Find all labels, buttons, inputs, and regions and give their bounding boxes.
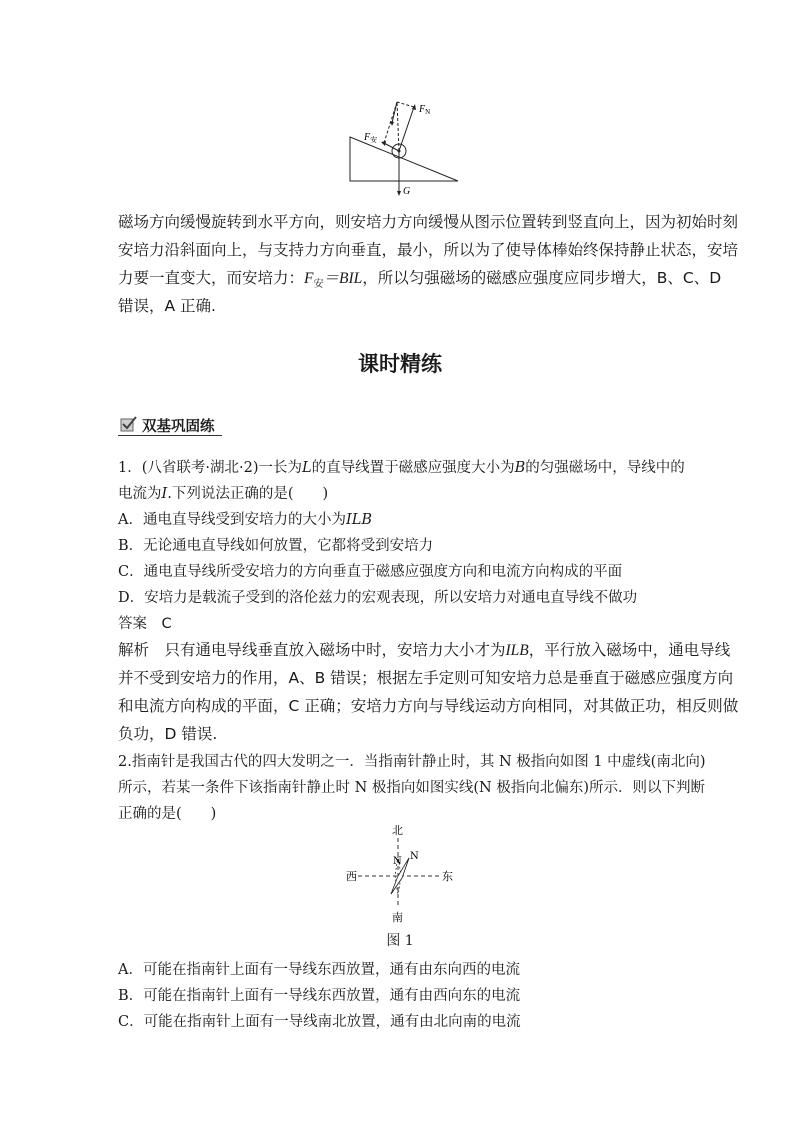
east-label: 东 — [442, 870, 453, 883]
section-tag-label: 双基巩固练 — [142, 419, 215, 435]
south-label: 南 — [392, 911, 403, 924]
q2-stem-line: 所示，若某一条件下该指南针静止时 N 极指向如图实线(N 极指向北偏东)所示．则以下判断 — [118, 780, 706, 796]
n-label-solid: N — [410, 851, 419, 862]
q1-answer: 答案 C — [118, 616, 172, 632]
q1-stem-line: 1．(八省联考·湖北·2)一长为L的直导线置于磁感应强度大小为B的匀强磁场中，导线中的 — [118, 460, 685, 476]
q1-option-d: D．安培力是载流子受到的洛伦兹力的宏观表现，所以安培力对通电直导线不做功 — [118, 590, 638, 606]
n-label-dashed: N — [393, 856, 402, 867]
q1-option-c: C．通电直导线所受安培力的方向垂直于磁感应强度方向和电流方向构成的平面 — [118, 564, 623, 580]
fan-label: $F_安$ — [364, 132, 378, 144]
q2-stem-line: 正确的是( ) — [118, 806, 217, 822]
q1-option-a: A．通电直导线受到安培力的大小为ILB — [118, 512, 372, 528]
q2-option-b: B．可能在指南针上面有一导线东西放置，通有由西向东的电流 — [118, 988, 521, 1004]
g-label: G — [403, 186, 411, 197]
q1-analysis — [118, 636, 739, 748]
explanation-paragraph — [118, 208, 739, 320]
incline-block — [350, 137, 458, 181]
q2-option-a: A．可能在指南针上面有一导线东西放置，通有由东向西的电流 — [118, 962, 520, 978]
explanation-line: 磁场方向缓慢旋转到水平方向，则安培力方向缓慢从图示位置转到竖直向上，因为初始时刻 — [118, 213, 739, 231]
analysis-line: 解析 只有通电导线垂直放入磁场中时，安培力大小才为ILB，平行放入磁场中，通电导线 — [118, 641, 731, 659]
analysis-line: 并不受到安培力的作用，A、B 错误；根据左手定则可知安培力总是垂直于磁感应强度方向 — [118, 669, 734, 687]
west-label: 西 — [346, 870, 357, 883]
analysis-line: 和电流方向构成的平面，C 正确；安培力方向与导线运动方向相同，对其做正功，相反则做 — [118, 697, 739, 715]
figure-caption: 图 1 — [386, 933, 414, 949]
compass-diagram — [340, 820, 460, 925]
explanation-line: 安培力沿斜面向上，与支持力方向垂直，最小，所以为了使导体棒始终保持静止状态，安培 — [118, 241, 739, 259]
incline-force-diagram — [340, 95, 470, 200]
checkbox-icon — [120, 416, 138, 432]
section-tag — [118, 414, 222, 436]
section-title: 课时精练 — [358, 352, 442, 376]
q2-option-c: C．可能在指南针上面有一导线南北放置，通有由北向南的电流 — [118, 1014, 521, 1030]
q1-option-b: B．无论通电直导线如何放置，它都将受到安培力 — [118, 538, 434, 554]
explanation-line: 力要一直变大，而安培力：$F_安=BIL$，所以匀强磁场的磁感应强度应同步增大，B、C、D — [118, 269, 722, 291]
explanation-line: 错误，A 正确. — [118, 297, 216, 315]
fn-label: $F_N$ — [419, 104, 431, 116]
north-label: 北 — [392, 824, 403, 837]
normal-force-arrow — [399, 107, 414, 151]
q2-stem-line: 2.指南针是我国古代的四大发明之一．当指南针静止时，其 N 极指向如图 1 中虚线(南北向) — [118, 754, 706, 770]
analysis-line: 负功，D 错误. — [118, 725, 218, 743]
section-tag-underline — [118, 435, 222, 436]
q1-stem-line: 电流为I.下列说法正确的是( ) — [118, 486, 329, 502]
